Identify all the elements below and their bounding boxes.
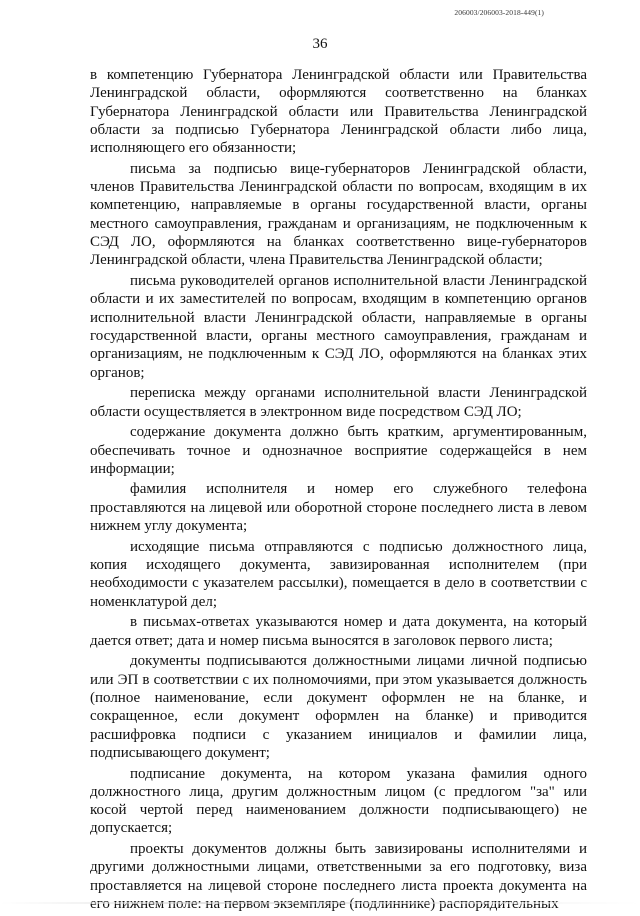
paragraph: документы подписываются должностными лицами личной подписью или ЭП в соответствии с их полномочиями, при этом указывается должность (полное наименование, если документ оформлен не на бланке, и сокращенное, если документ оформлен на бланке) и приводится расшифровка подписи с указанием инициалов и фамилии лица, подписывающего документ; <box>90 653 587 761</box>
paragraph: исходящие письма отправляются с подписью должностного лица, копия исходящего документа, завизированная исполнителем (при необходимости с указателем рассылки), помещается в дело в соответствии с номенклатурой дел; <box>90 538 587 610</box>
scan-edge-artifact <box>0 902 640 904</box>
paragraph: содержание документа должно быть кратким, аргументированным, обеспечивать точное и однозначное восприятие содержащейся в нем информации; <box>90 424 587 477</box>
paragraph: подписание документа, на котором указана фамилия одного должностного лица, другим должностным лицом (с предлогом "за" или косой чертой перед наименованием должности подписывающего) не допускается; <box>90 765 587 837</box>
document-registration-code: 206003/206003-2018-449(1) <box>454 8 544 17</box>
paragraph: проекты документов должны быть завизированы исполнителями и другими должностными лицами, ответственными за его подготовку, виза проставляется на лицевой стороне последнего листа проекта документа на <box>90 841 587 894</box>
paragraph: переписка между органами исполнительной власти Ленинградской области осуществляется в электронном виде посредством СЭД ЛО; <box>90 385 587 420</box>
paragraph: письма за подписью вице-губернаторов Ленинградской области, членов Правительства Ленинградской области по вопросам, входящим в их компетенцию, направляемые в органы государственной власти, органы местного самоуправления, гражданам и организациям, не подключенным к СЭД ЛО, оформляются на бланках соответственно вице-губернаторов Ленинградской области, члена Правительства Ленинградской области; <box>90 160 587 269</box>
paragraph: в компетенцию Губернатора Ленинградской области или Правительства Ленинградской области, оформляются соответственно на бланках Губернатора Ленинградской области или Правительства Ленинградской области за подписью Губернатора Ленинградской области либо лица, исполняющего его обязанности; <box>90 67 587 157</box>
paragraph: в письмах-ответах указываются номер и дата документа, на который дается ответ; дата и номер письма выносятся в заголовок первого листа; <box>90 614 587 649</box>
document-body <box>90 66 587 916</box>
page-number: 36 <box>312 36 328 52</box>
paragraph: письма руководителей органов исполнительной власти Ленинградской области и их заместителей по вопросам, входящим в компетенцию органов исполнительной власти Ленинградской области, направляемые в органы государственной власти, органы местного самоуправления, гражданам и организациям, не подключенным к СЭД ЛО, оформляются на бланках этих органов; <box>90 273 587 381</box>
paragraph: фамилия исполнителя и номер его служебного телефона проставляются на лицевой или оборотной стороне последнего листа в левом нижнем углу документа; <box>90 481 587 535</box>
